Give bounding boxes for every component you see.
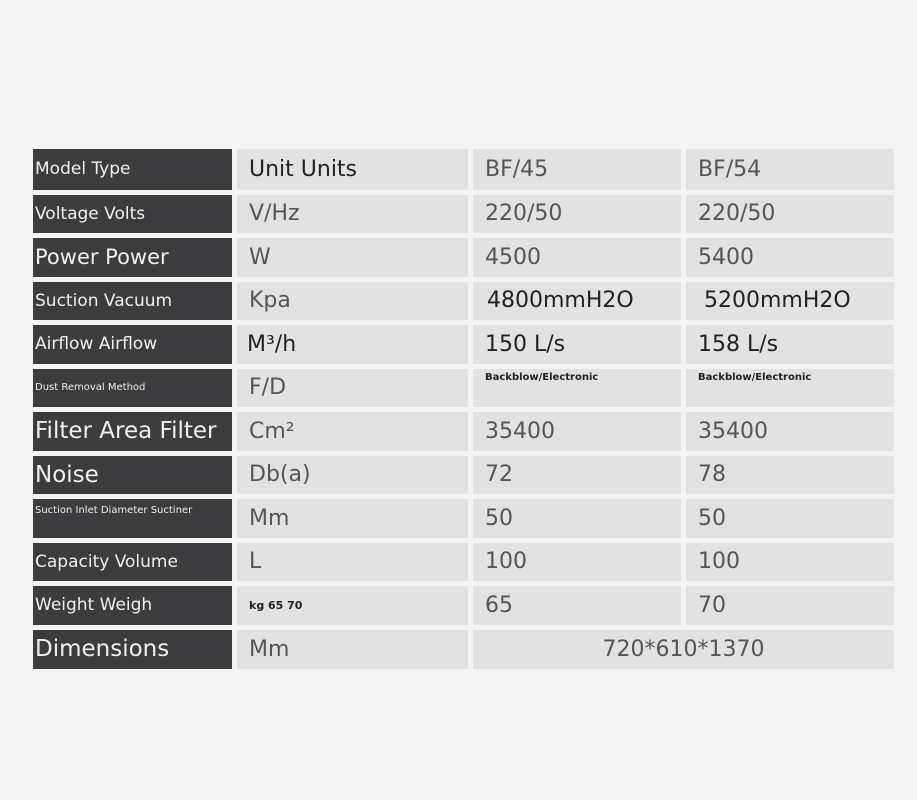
unit-cell: kg 65 70 (235, 583, 471, 627)
unit-cell: L (235, 540, 471, 583)
unit-cell: V/Hz (235, 192, 471, 235)
unit-cell: Mm (235, 627, 471, 671)
value-cell: Backblow/Electronic (471, 366, 684, 409)
value-cell: 220/50 (471, 192, 684, 235)
merged-value-cell: 720*610*1370 (471, 627, 895, 671)
value-cell: 5200mmH2O (684, 279, 895, 322)
row-label: Power Power (33, 235, 235, 279)
row-label: Model Type (33, 149, 235, 192)
row-label: Dimensions (33, 627, 235, 671)
value-cell: 72 (471, 453, 684, 496)
spec-table (33, 149, 894, 674)
value-cell: 35400 (471, 409, 684, 453)
value-cell: 5400 (684, 235, 895, 279)
value-cell: 50 (684, 496, 895, 540)
value-cell: 220/50 (684, 192, 895, 235)
value-cell: 100 (471, 540, 684, 583)
row-label: Suction Inlet Diameter Suctiner (33, 496, 235, 540)
table-row (33, 540, 894, 583)
row-label: Filter Area Filter (33, 409, 235, 453)
table-row (33, 235, 894, 279)
value-cell: 150 L/s (471, 322, 684, 366)
table-row (33, 496, 894, 540)
unit-cell: Unit Units (235, 149, 471, 192)
table-row (33, 192, 894, 235)
unit-cell: Kpa (235, 279, 471, 322)
table-row (33, 409, 894, 453)
value-cell: 50 (471, 496, 684, 540)
value-cell: 35400 (684, 409, 895, 453)
row-label: Weight Weigh (33, 583, 235, 627)
table-row (33, 627, 894, 671)
row-label: Capacity Volume (33, 540, 235, 583)
value-cell: 100 (684, 540, 895, 583)
value-cell: BF/54 (684, 149, 895, 192)
value-cell: 158 L/s (684, 322, 895, 366)
table-row (33, 366, 894, 409)
value-cell: BF/45 (471, 149, 684, 192)
row-label: Voltage Volts (33, 192, 235, 235)
table-row (33, 453, 894, 496)
table-row (33, 322, 894, 366)
value-cell: 70 (684, 583, 895, 627)
unit-cell: W (235, 235, 471, 279)
value-cell: 78 (684, 453, 895, 496)
unit-cell: Cm² (235, 409, 471, 453)
value-cell: 4500 (471, 235, 684, 279)
row-label: Suction Vacuum (33, 279, 235, 322)
table-row (33, 149, 894, 192)
row-label: Dust Removal Method (33, 366, 235, 409)
value-cell: Backblow/Electronic (684, 366, 895, 409)
row-label: Airflow Airflow (33, 322, 235, 366)
table-row (33, 583, 894, 627)
unit-cell: Db(a) (235, 453, 471, 496)
row-label: Noise (33, 453, 235, 496)
value-cell: 65 (471, 583, 684, 627)
unit-cell: M³/h (235, 322, 471, 366)
unit-cell: F/D (235, 366, 471, 409)
table-row (33, 279, 894, 322)
unit-cell: Mm (235, 496, 471, 540)
value-cell: 4800mmH2O (471, 279, 684, 322)
